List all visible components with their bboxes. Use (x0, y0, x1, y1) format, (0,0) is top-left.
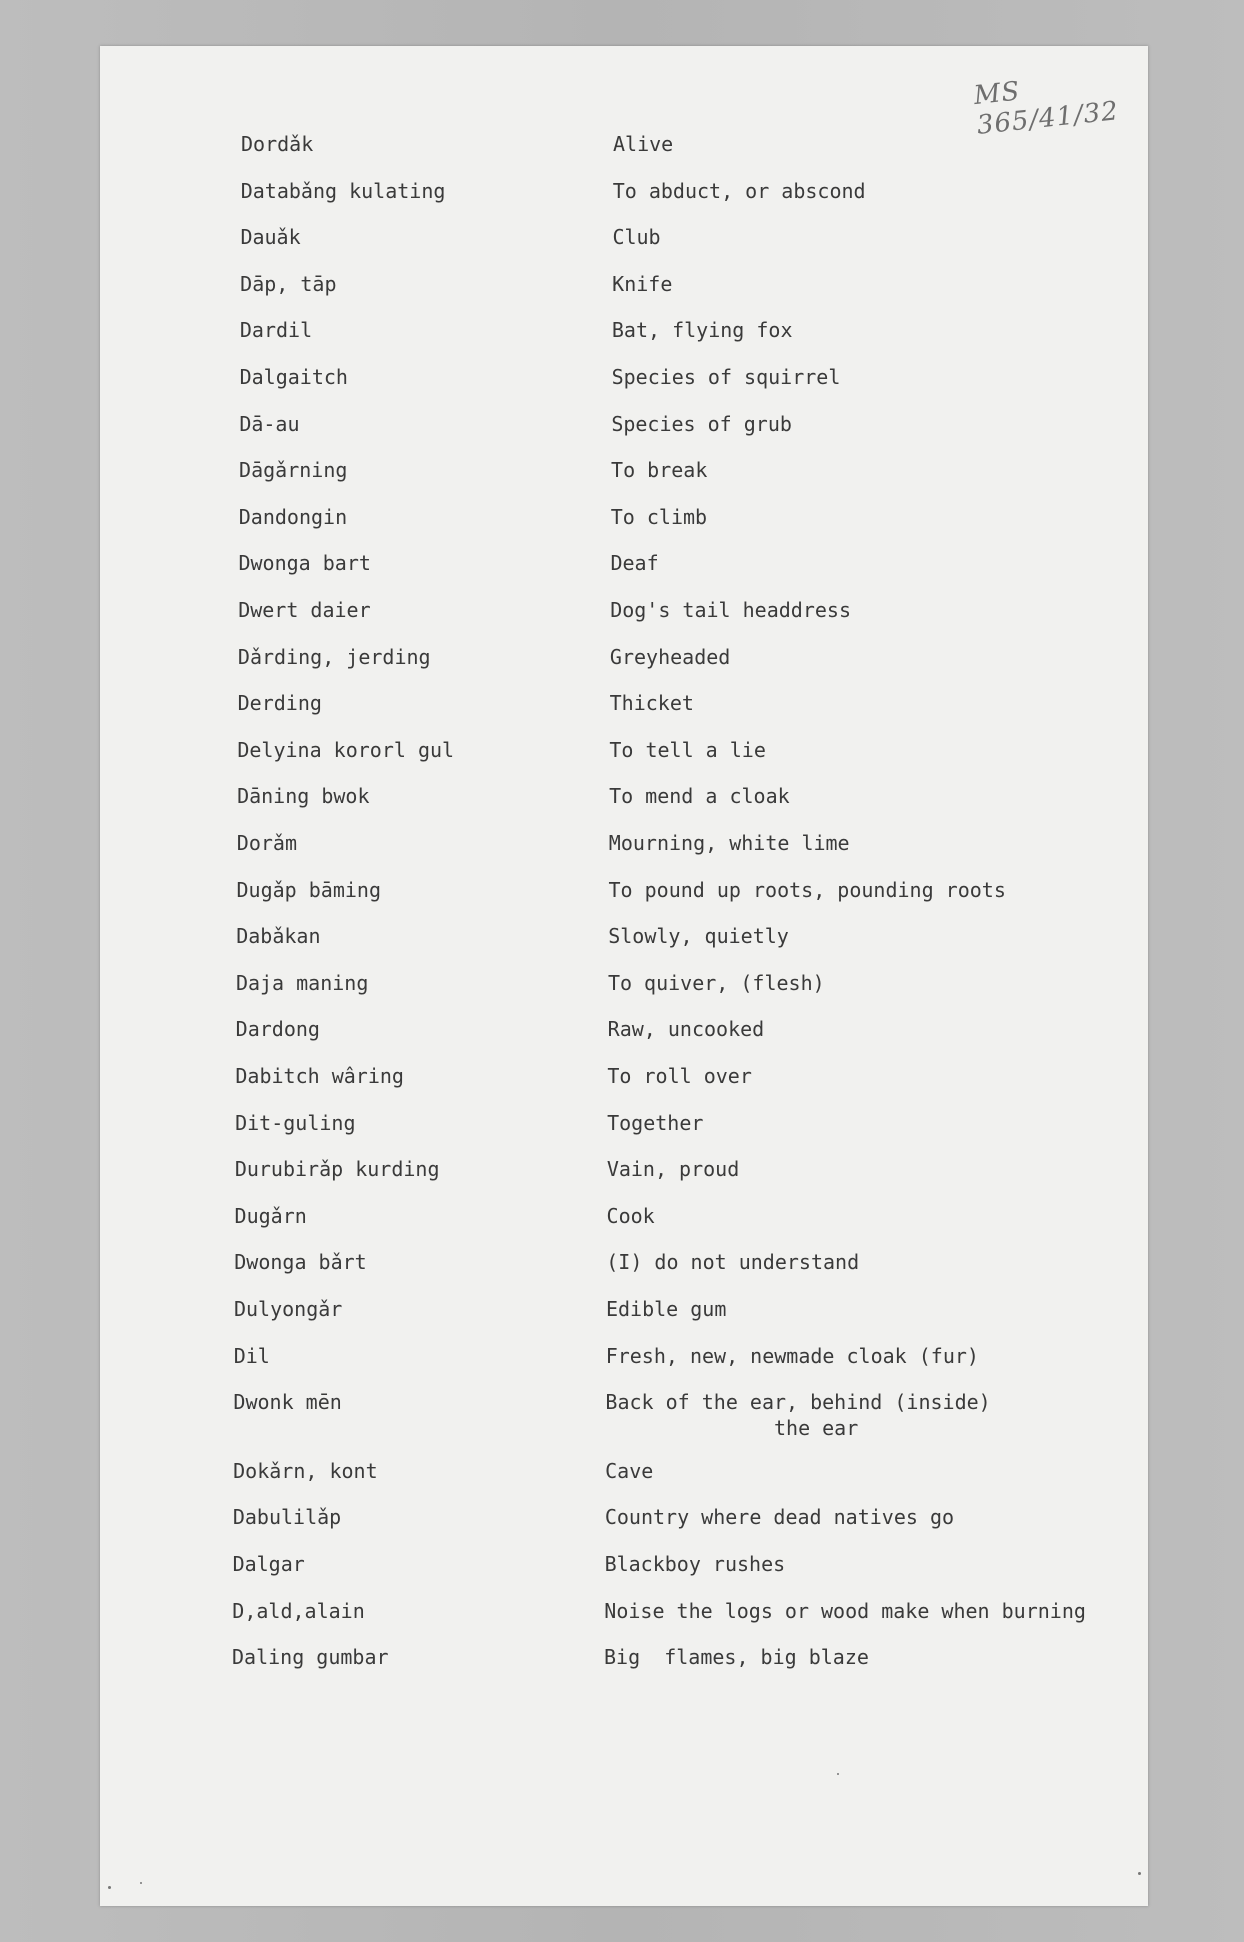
vocab-gloss: Cook (606, 1203, 655, 1228)
vocab-gloss: Club (612, 225, 661, 250)
vocab-gloss: Fresh, new, newmade cloak (fur) (605, 1343, 979, 1368)
paper-speck (1138, 1872, 1141, 1875)
vocab-gloss: Thicket (609, 691, 694, 716)
vocab-gloss: Mourning, white lime (608, 831, 850, 855)
vocab-gloss: To break (611, 458, 708, 483)
vocab-term: Dardil (239, 318, 313, 343)
vocab-term: Dwert daier (238, 598, 371, 622)
vocab-term: Dabitch wâring (235, 1064, 404, 1088)
vocab-term: Dauǎk (240, 225, 301, 250)
vocab-term: Derding (237, 691, 322, 716)
paper-speck (837, 1773, 839, 1775)
vocab-term: Dalgaitch (239, 365, 348, 389)
vocab-gloss: Knife (612, 271, 673, 296)
vocab-gloss: To mend a cloak (609, 784, 790, 809)
vocab-gloss: To pound up roots, pounding roots (608, 877, 1006, 902)
vocabulary-list (100, 46, 1148, 1906)
vocab-term: Dabǎkan (236, 924, 321, 949)
vocab-term: Dugǎrn (234, 1203, 307, 1228)
vocab-term: Dandongin (238, 504, 348, 529)
vocab-gloss: Greyheaded (609, 644, 731, 669)
vocab-term: Durubirǎp kurding (234, 1157, 440, 1182)
vocab-gloss: To quiver, (flesh) (607, 970, 825, 995)
vocab-term: Dāning bwok (237, 784, 370, 809)
document-page (100, 46, 1148, 1906)
vocab-gloss: Vain, proud (606, 1157, 740, 1182)
vocab-gloss: Species of squirrel (611, 365, 841, 389)
vocab-gloss: Noise the logs or wood make when burning (604, 1598, 1086, 1623)
vocab-term: Dulyongǎr (233, 1297, 343, 1321)
vocab-gloss: Big flames, big blaze (604, 1645, 869, 1670)
vocab-term: Dorǎm (236, 831, 297, 855)
vocab-term: Dokǎrn, kont (233, 1458, 378, 1483)
vocab-term: Dāp, tāp (240, 271, 337, 296)
vocab-term: Daling gumbar (232, 1645, 389, 1670)
archive-reference-mark: MS 365/41/32 (972, 76, 1121, 141)
vocab-gloss: Raw, uncooked (607, 1017, 765, 1042)
vocab-gloss: Edible gum (605, 1297, 727, 1321)
vocab-term: Dwonga bart (238, 551, 371, 576)
paper-speck (140, 1882, 142, 1884)
vocab-gloss: To abduct, or abscond (612, 178, 866, 203)
vocab-term: Delyina kororl gul (237, 737, 455, 762)
vocab-term: Dwonga bǎrt (234, 1250, 367, 1275)
vocab-gloss: Together (607, 1110, 704, 1135)
vocab-gloss: Bat, flying fox (611, 318, 793, 343)
vocab-term: Dalgar (232, 1552, 305, 1576)
vocab-term: Dabulilǎp (232, 1505, 342, 1530)
vocab-gloss: Slowly, quietly (608, 924, 789, 949)
vocab-gloss: To climb (610, 504, 708, 529)
vocab-gloss: Deaf (610, 551, 659, 576)
vocab-gloss: Dog's tail headdress (610, 598, 852, 622)
vocab-term: Dwonk mēn (233, 1390, 342, 1415)
vocab-term: Dǎrding, jerding (237, 644, 431, 669)
vocab-term: Dāgǎrning (239, 458, 348, 483)
vocab-term: Daja maning (235, 970, 369, 995)
vocab-term: Dil (233, 1343, 270, 1368)
vocab-gloss: To roll over (607, 1064, 752, 1088)
vocab-gloss: Alive (613, 132, 674, 156)
vocab-gloss: Cave (605, 1458, 654, 1483)
vocab-term: Dā-au (239, 411, 300, 436)
vocab-term: Dordǎk (241, 132, 314, 156)
vocab-gloss: (I) do not understand (606, 1250, 860, 1275)
vocab-gloss: Species of grub (611, 411, 792, 436)
vocab-term: Databǎng kulating (240, 178, 446, 203)
vocab-gloss: Country where dead natives go (604, 1505, 955, 1530)
vocab-term: Dardong (235, 1017, 320, 1042)
vocab-gloss: To tell a lie (609, 737, 766, 762)
vocab-gloss: Blackboy rushes (604, 1552, 786, 1576)
vocab-term: D,ald,alain (232, 1598, 365, 1623)
vocab-term: Dugǎp bāming (236, 877, 381, 902)
vocab-term: Dit-guling (235, 1110, 356, 1135)
paper-speck (108, 1886, 111, 1889)
vocab-gloss: Back of the ear, behind (inside) the ear (605, 1390, 991, 1441)
